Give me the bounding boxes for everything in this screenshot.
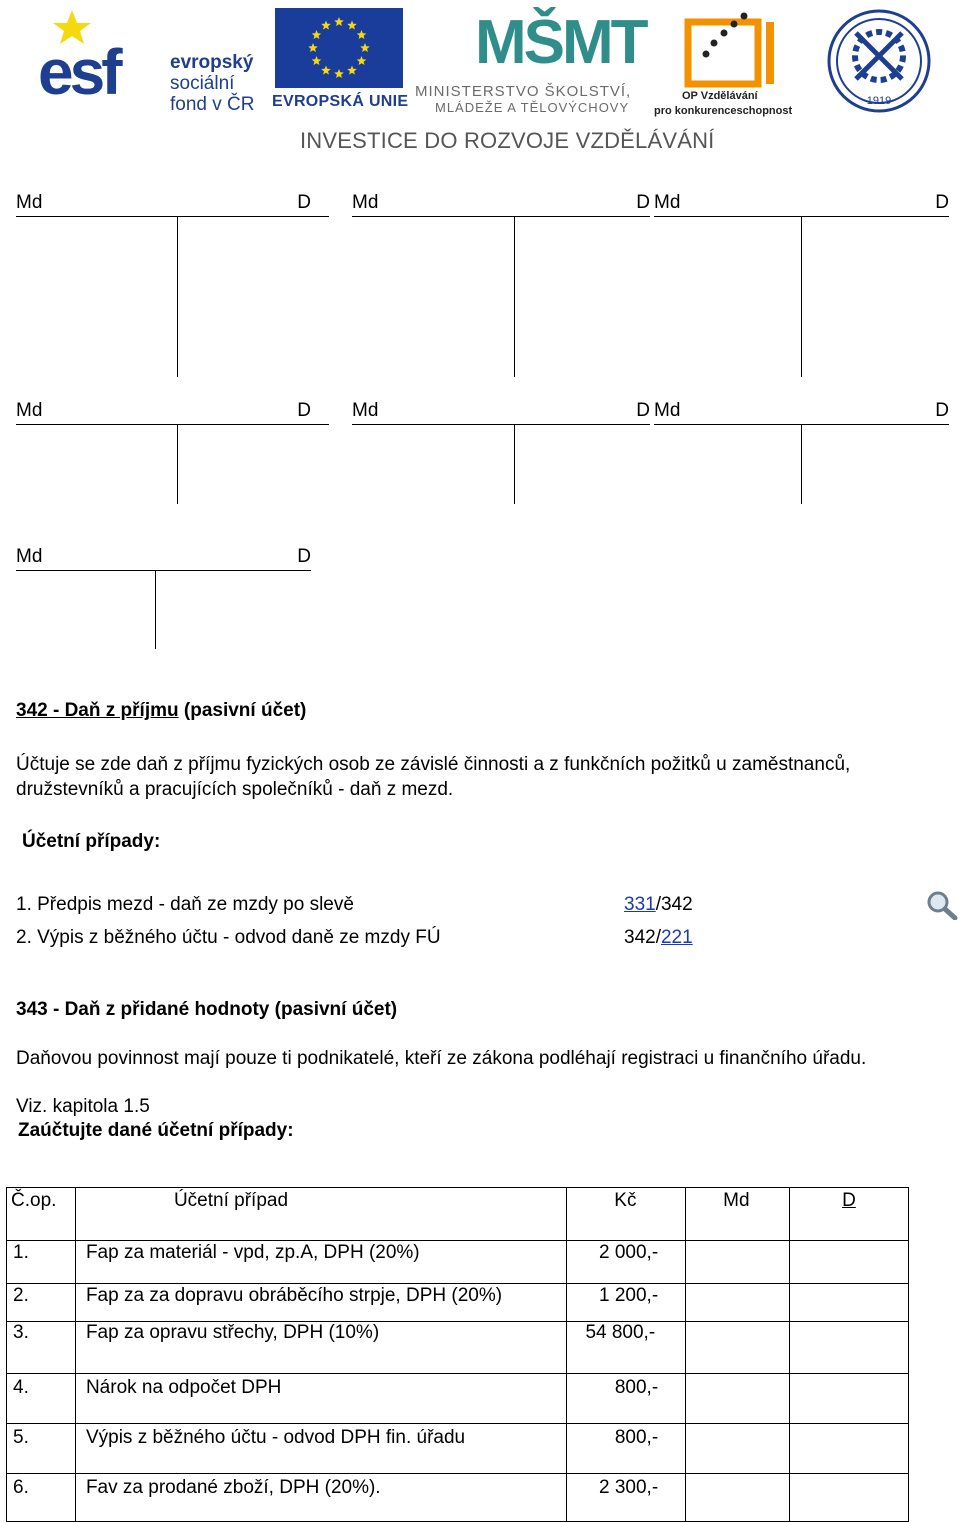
t-account-d: D — [935, 400, 949, 421]
table-row — [7, 1241, 909, 1284]
gear-hammer-icon — [826, 8, 932, 114]
section-342-link[interactable]: 342 - Daň z příjmu — [16, 700, 179, 721]
t-account-divider — [177, 216, 178, 377]
account-221-link[interactable]: 221 — [660, 927, 693, 948]
eu-star-icon — [357, 56, 367, 65]
eu-star-icon — [334, 17, 344, 26]
case-342-2-accounts: 342/221 — [624, 927, 693, 948]
msmt-mark: MŠMT — [475, 8, 646, 77]
row-no: 2. — [13, 1285, 29, 1306]
row-no: 5. — [13, 1427, 29, 1448]
t-account — [16, 400, 329, 425]
eu-star-icon — [357, 30, 367, 39]
t-account-md: Md — [16, 400, 43, 421]
row-no: 4. — [13, 1377, 29, 1398]
row-no: 6. — [13, 1477, 29, 1498]
section-342-desc-line1: Účtuje se zde daň z příjmu fyzických osob ze závislé činnosti a z funkčních požitků u zaměstnanců, — [16, 754, 851, 775]
t-account-d: D — [297, 400, 311, 421]
section-342-cases-heading: Účetní případy: — [22, 831, 161, 852]
search-icon[interactable] — [926, 890, 958, 920]
row-md-cell[interactable] — [686, 1424, 790, 1474]
op-logo — [654, 8, 804, 118]
eu-star-icon — [347, 21, 357, 30]
row-desc: Fap za za dopravu obráběcího strpje, DPH (20%) — [85, 1285, 503, 1306]
seal-year: 1919 — [866, 95, 892, 107]
t-account-md: Md — [654, 192, 681, 213]
table-header-row — [7, 1188, 909, 1241]
table-row — [7, 1424, 909, 1474]
investice-heading: INVESTICE DO ROZVOJE VZDĚLÁVÁNÍ — [300, 128, 715, 153]
header-cell-desc: Účetní případ — [75, 1188, 566, 1241]
t-account-md: Md — [16, 192, 43, 213]
t-account-d: D — [935, 192, 949, 213]
case-342-2-text: 2. Výpis z běžného účtu - odvod daně ze mzdy FÚ — [16, 927, 441, 948]
row-kc: 2 300,- — [599, 1477, 659, 1498]
case-342-1-text: 1. Předpis mezd - daň ze mzdy po slevě — [16, 894, 354, 915]
row-desc: Fap za materiál - vpd, zp.A, DPH (20%) — [85, 1242, 420, 1263]
row-kc: 800,- — [614, 1427, 659, 1448]
row-d-cell[interactable] — [790, 1474, 909, 1522]
t-account-md: Md — [352, 400, 379, 421]
op-line1: OP Vzdělávání — [682, 90, 758, 102]
t-account — [352, 192, 650, 217]
t-account-divider — [155, 570, 156, 649]
section-343-title: 343 - Daň z přidané hodnoty (pasivní účet) — [16, 999, 398, 1020]
row-desc: Fav za prodané zboží, DPH (20%). — [85, 1477, 381, 1498]
eu-star-icon — [312, 56, 322, 65]
row-no: 3. — [13, 1322, 29, 1343]
transactions-table — [6, 1187, 909, 1522]
eu-label: EVROPSKÁ UNIE — [272, 93, 409, 110]
row-d-cell[interactable] — [790, 1322, 909, 1374]
esf-text: evropský sociální fond v ČR — [170, 52, 255, 115]
op-mark-icon — [684, 8, 774, 88]
esf-logo — [38, 8, 263, 116]
row-desc: Fap za opravu střechy, DPH (10%) — [85, 1322, 380, 1343]
table-row — [7, 1322, 909, 1374]
t-account-d: D — [636, 192, 650, 213]
t-account-divider — [801, 216, 802, 377]
t-account-d: D — [636, 400, 650, 421]
row-md-cell[interactable] — [686, 1474, 790, 1522]
op-line2: pro konkurenceschopnost — [654, 105, 793, 117]
table-row — [7, 1284, 909, 1322]
t-account-divider — [514, 216, 515, 377]
msmt-logo — [415, 8, 645, 113]
eu-star-icon — [347, 66, 357, 75]
t-account — [16, 192, 329, 217]
table-row — [7, 1474, 909, 1522]
row-desc: Výpis z běžného účtu - odvod DPH fin. úřadu — [85, 1427, 466, 1448]
eu-star-icon — [308, 43, 318, 52]
t-account-md: Md — [16, 546, 43, 567]
row-kc: 54 800,- — [585, 1322, 656, 1343]
row-no: 1. — [13, 1242, 29, 1263]
table-row — [7, 1374, 909, 1424]
eu-flag-logo — [275, 8, 403, 88]
row-d-cell[interactable] — [790, 1424, 909, 1474]
row-kc: 2 000,- — [599, 1242, 659, 1263]
t-account — [352, 400, 650, 425]
eu-star-icon — [334, 69, 344, 78]
esf-letters: esf — [38, 36, 119, 108]
eu-star-icon — [321, 21, 331, 30]
t-account-divider — [514, 424, 515, 504]
t-account — [654, 192, 949, 217]
header-cell-md: Md — [686, 1188, 790, 1241]
row-d-cell[interactable] — [790, 1374, 909, 1424]
eu-stars-icon — [275, 8, 403, 88]
msmt-line1: MINISTERSTVO ŠKOLSTVÍ, — [415, 83, 632, 100]
t-account-divider — [801, 424, 802, 504]
row-md-cell[interactable] — [686, 1322, 790, 1374]
row-d-cell[interactable] — [790, 1241, 909, 1284]
t-account-md: Md — [654, 400, 681, 421]
header-cell-no: Č.op. — [7, 1188, 76, 1241]
eu-star-icon — [360, 43, 370, 52]
row-desc: Nárok na odpočet DPH — [85, 1377, 282, 1398]
row-kc: 1 200,- — [599, 1285, 659, 1306]
eu-star-icon — [321, 66, 331, 75]
t-account — [654, 400, 949, 425]
t-account-divider — [177, 424, 178, 504]
section-342-desc-line2: družstevníků a pracujících společníků - daň z mezd. — [16, 779, 454, 800]
account-331-link[interactable]: 331 — [624, 894, 656, 915]
section-343-desc: Daňovou povinnost mají pouze ti podnikatelé, kteří ze zákona podléhají registraci u finančního úřadu. — [16, 1048, 867, 1069]
eu-star-icon — [312, 30, 322, 39]
row-d-cell[interactable] — [790, 1284, 909, 1322]
row-md-cell[interactable] — [686, 1284, 790, 1322]
header-cell-d: D — [790, 1188, 909, 1241]
section-343-task: Zaúčtujte dané účetní případy: — [18, 1120, 294, 1141]
t-account — [16, 546, 311, 571]
school-seal-logo — [826, 8, 932, 114]
section-343-ref: Viz. kapitola 1.5 — [16, 1096, 150, 1117]
header-cell-kc: Kč — [567, 1188, 686, 1241]
section-342-title: 342 - Daň z příjmu (pasivní účet) — [16, 700, 307, 721]
t-account-d: D — [297, 192, 311, 213]
case-342-1-accounts: 331/342 — [624, 894, 693, 915]
msmt-line2: MLÁDEŽE A TĚLOVÝCHOVY — [435, 100, 630, 115]
row-kc: 800,- — [614, 1377, 659, 1398]
t-account-d: D — [297, 546, 311, 567]
row-md-cell[interactable] — [686, 1374, 790, 1424]
t-account-md: Md — [352, 192, 379, 213]
row-md-cell[interactable] — [686, 1241, 790, 1284]
